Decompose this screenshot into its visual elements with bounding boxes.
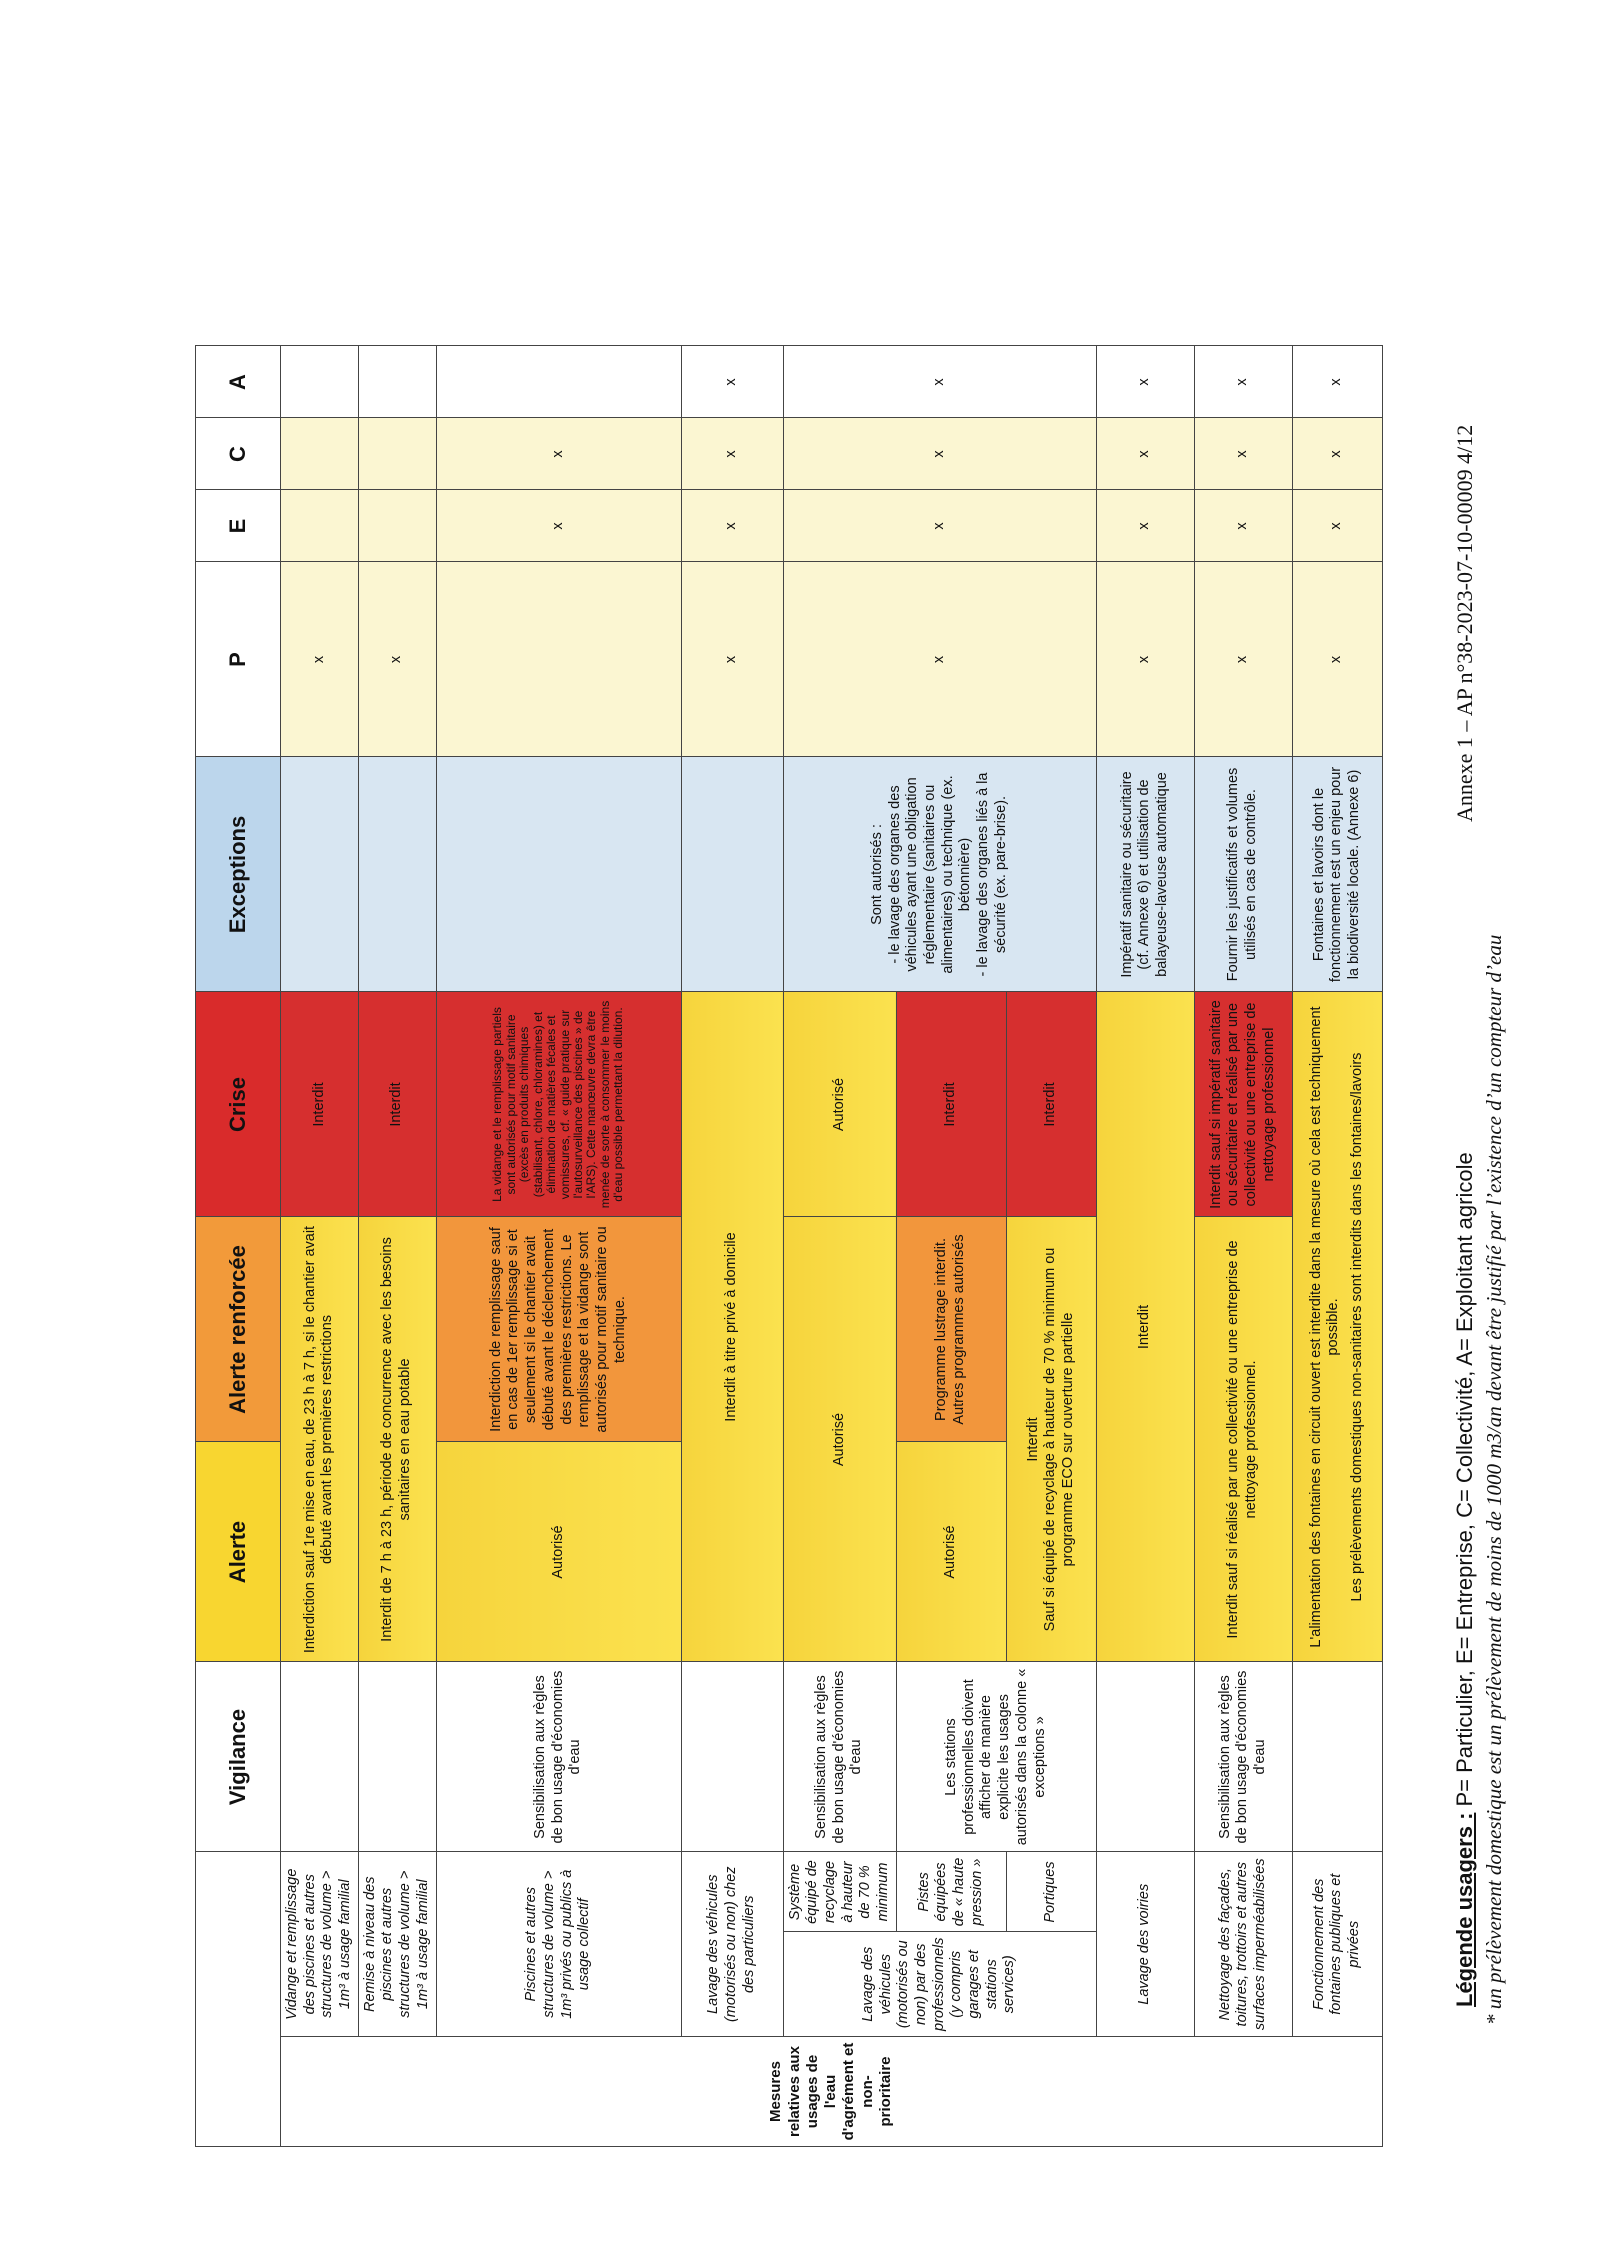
e-mark: x [1292,490,1382,562]
e-mark [358,490,436,562]
header-row [196,274,281,2147]
alerte-line: Sauf si équipé de recyclage à hauteur de 70 % minimum ou programme ECO sur ouverture partielle [1042,1247,1076,1632]
sub-label-pistes: Pistes équipées de « haute pression » [896,1852,1006,1932]
legend-title: Légende usagers : [1452,1812,1477,2007]
row-vidange [281,274,359,2147]
row-label: Nettoyage des façades, toitures, trottoirs et autres surfaces imperméabilisées [1194,1852,1292,2037]
exceptions-item: - le lavage des organes des véhicules ayant une obligation réglementaire (sanitaires ou alimentaires) ou technique (ex. bétonnière) [886,775,974,974]
vigilance-cell [681,1662,783,1852]
row-label: Fonctionnement des fontaines publiques et privées [1292,1852,1382,2037]
category-label: Mesures relatives aux usages de l'eau d'agrément et non-prioritaire [281,2037,1383,2147]
header-c: C [196,418,281,490]
alerte-line: Interdit [1024,1417,1041,1462]
a-mark [436,346,681,418]
footnote: * un prélèvement domestique est un prélèvement de moins de 1000 m3/an devant être justifié par l’existence d’un compteur d’eau [1482,934,1506,2025]
alerte-cell: Interdit sauf si réalisé par une collectivité ou une entreprise de nettoyage professionnel. [1194,1217,1292,1662]
row-remise [358,274,436,2147]
exceptions-cell [783,757,1096,992]
a-mark: x [1194,346,1292,418]
e-mark [281,490,359,562]
sub-label-portiques: Portiques [1006,1852,1096,1932]
alerte-cell [1006,1217,1096,1662]
row-lavage-pro-recyclage [783,274,896,2147]
exceptions-cell: Impératif sanitaire ou sécuritaire (cf. Annexe 6) et utilisation de balayeuse-laveuse automatique [1096,757,1194,992]
alerte-cell: Interdit [1096,992,1194,1662]
crise-cell: Autorisé [783,992,896,1217]
a-mark: x [783,346,1096,418]
exceptions-cell [358,757,436,992]
p-mark: x [1194,562,1292,757]
exceptions-cell: Fournir les justificatifs et volumes utilisés en cas de contrôle. [1194,757,1292,992]
p-mark: x [358,562,436,757]
e-mark: x [783,490,1096,562]
vigilance-cell: Sensibilisation aux règles de bon usage d'économies d'eau [436,1662,681,1852]
alerte-renforcee-cell: Programme lustrage interdit. Autres programmes autorisés [896,1217,1006,1442]
p-mark: x [783,562,1096,757]
header-alerte: Alerte [196,1442,281,1662]
crise-cell: Interdit [358,992,436,1217]
row-fontaines [1292,274,1382,2147]
alerte-cell: Interdit de 7 h à 23 h, période de concurrence avec les besoins sanitaires en eau potable [358,1217,436,1662]
crise-cell: Interdit sauf si impératif sanitaire ou sécuritaire et réalisé par une collectivité ou une entreprise de nettoyage professionnel [1194,992,1292,1217]
alerte-cell: Autorisé [783,1217,896,1662]
vigilance-cell [1096,1662,1194,1852]
exceptions-cell: Fontaines et lavoirs dont le fonctionnement est un enjeu pour la biodiversité locale. (Annexe 6) [1292,757,1382,992]
e-mark: x [1096,490,1194,562]
vigilance-cell [1292,1662,1382,1852]
row-facades [1194,274,1292,2147]
c-mark: x [1096,418,1194,490]
alerte-line: Les prélèvements domestiques non-sanitaires sont interdits dans les fontaines/lavoirs [1348,1052,1365,1602]
vigilance-cell [281,1662,359,1852]
row-label: Remise à niveau des piscines et autres structures de volume > 1m³ à usage familial [358,1852,436,2037]
row-lavage-particuliers [681,274,783,2147]
p-mark: x [1292,562,1382,757]
alerte-cell: Autorisé [896,1442,1006,1662]
header-vigilance: Vigilance [196,1662,281,1852]
header-exceptions: Exceptions [196,757,281,992]
crise-cell: La vidange et le remplissage partiels sont autorisés pour motif sanitaire (excès en produits chimiques (stabilisant, chlore, chloramines) et élimination de matières fécales et vomissures, cf. « guide pratique sur l'autosurveillance des piscines » de l'ARS). Cette manœuvre devra être menée de sorte à consommer le moins d'eau possible permettant la dilution. [436,992,681,1217]
restrictions-table [195,274,1383,2148]
c-mark [358,418,436,490]
p-mark: x [681,562,783,757]
vigilance-cell: Les stations professionnelles doivent afficher de manière explicite les usages autorisés dans la colonne « exceptions » [896,1662,1096,1852]
p-mark [436,562,681,757]
a-mark [358,346,436,418]
alerte-cell [1292,992,1382,1662]
sub-label-recyclage: Système équipé de recyclage à hauteur de 70 % minimum [783,1852,896,1932]
e-mark: x [436,490,681,562]
vigilance-cell: Sensibilisation aux règles de bon usage d'économies d'eau [783,1662,896,1852]
exceptions-cell [281,757,359,992]
row-label: Vidange et remplissage des piscines et autres structures de volume > 1m³ à usage familial [281,1852,359,2037]
exceptions-cell [681,757,783,992]
p-mark: x [1096,562,1194,757]
row-voiries [1096,274,1194,2147]
c-mark: x [681,418,783,490]
a-mark: x [1292,346,1382,418]
a-mark: x [1096,346,1194,418]
vigilance-cell: Sensibilisation aux règles de bon usage d'économies d'eau [1194,1662,1292,1852]
header-p: P [196,562,281,757]
header-e: E [196,490,281,562]
header-alerte-renforcee: Alerte renforcée [196,1217,281,1442]
row-label: Lavage des véhicules (motorisés ou non) par des professionnels (y compris garages et stations services) [783,1932,1096,2037]
p-mark: x [281,562,359,757]
a-mark: x [681,346,783,418]
row-label: Lavage des véhicules (motorisés ou non) chez des particuliers [681,1852,783,2037]
c-mark: x [436,418,681,490]
e-mark: x [681,490,783,562]
header-empty [196,1852,281,2147]
c-mark [281,418,359,490]
header-crise: Crise [196,992,281,1217]
a-mark [281,346,359,418]
exceptions-cell [436,757,681,992]
exceptions-item: - le lavage des organes liés à la sécurité (ex. pare-brise). [974,772,1009,977]
alerte-cell: Interdit à titre privé à domicile [681,992,783,1662]
row-label: Lavage des voiries [1096,1852,1194,2037]
c-mark: x [1194,418,1292,490]
alerte-line: L'alimentation des fontaines en circuit ouvert est interdite dans la mesure où cela est techniquement possible. [1307,1006,1342,1648]
c-mark: x [1292,418,1382,490]
alerte-cell: Interdiction sauf 1re mise en eau, de 23 h à 7 h, si le chantier avait débuté avant les premières restrictions [281,1217,359,1662]
header-a: A [196,346,281,418]
crise-cell: Interdit [281,992,359,1217]
e-mark: x [1194,490,1292,562]
exceptions-title: Sont autorisés : [868,824,885,925]
c-mark: x [783,418,1096,490]
crise-cell: Interdit [1006,992,1096,1217]
alerte-cell: Autorisé [436,1442,681,1662]
row-label: Piscines et autres structures de volume > 1m³ privés ou publics à usage collectif [436,1852,681,2037]
legend-text: P= Particulier, E= Entreprise, C= Collectivité, A= Exploitant agricole [1452,1152,1477,1813]
vigilance-cell [358,1662,436,1852]
alerte-renforcee-cell: Interdiction de remplissage sauf en cas de 1er remplissage si et seulement si le chantier avait débuté avant le déclenchement des premières restrictions. Le remplissage et la vidange sont autorisés pour motif sanitaire ou technique. [436,1217,681,1442]
crise-cell: Interdit [896,992,1006,1217]
annexe-reference: Annexe 1 – AP n°38-2023-07-10-00009 4/12 [1452,424,1477,822]
row-piscines [436,274,681,2147]
